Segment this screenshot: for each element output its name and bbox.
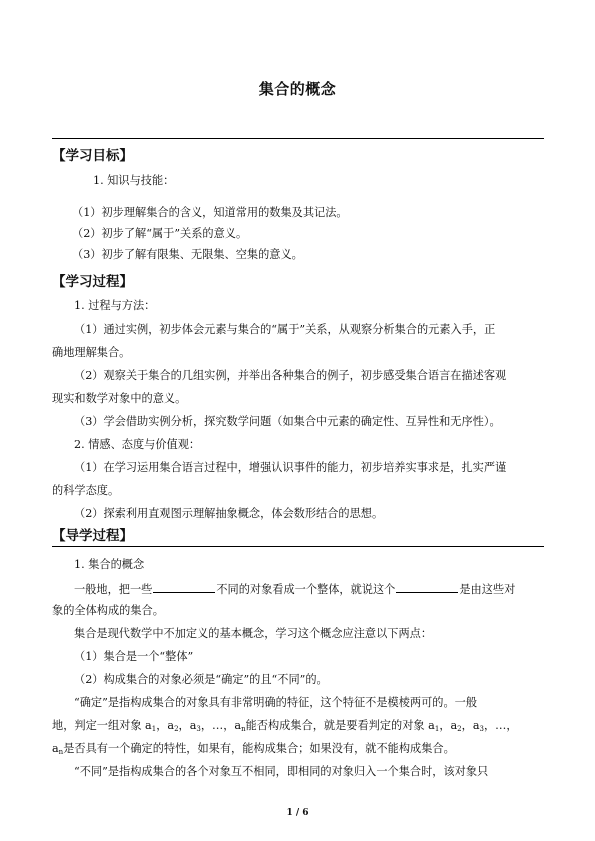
process-paragraph: 确地理解集合。 [52, 346, 131, 359]
process-paragraph: 的科学态度。 [52, 484, 120, 497]
page-number: 1 / 6 [286, 808, 309, 818]
process-paragraph: （3）学会借助实例分析，探究数学问题（如集合中元素的确定性、互异性和无序性）。 [74, 415, 501, 428]
goal-item: （1）初步理解集合的含义，知道常用的数集及其记法。 [72, 206, 348, 219]
section-heading-goals: 【学习目标】 [52, 148, 133, 164]
guide-paragraph: “不同”是指构成集合的各个对象互不相同，即相同的对象归入一个集合时，该对象只 [74, 765, 489, 778]
process-paragraph: （1）在学习运用集合语言过程中，增强认识事件的能力，初步培养实事求是，扎实严谨 [74, 461, 507, 474]
guide-heading: 1. 集合的概念 [74, 558, 145, 571]
guide-paragraph: （2）构成集合的对象必须是“确定”的且“不同”的。 [74, 673, 328, 686]
guide-paragraph: “确定”是指构成集合的对象具有非常明确的特征，这个特征不是模棱两可的。一般 [74, 696, 478, 709]
guide-paragraph-fill-blank: 一般地，把一些 不同的对象看成一个整体，就说这个 是由这些对 [74, 580, 515, 598]
goals-heading: 1. 知识与技能： [93, 174, 175, 187]
guide-paragraph: （1）集合是一个“整体” [74, 650, 194, 663]
guide-paragraph: $a_n$是否具有一个确定的特性，如果有，能构成集合；如果没有，就不能构成集合。 [52, 742, 455, 756]
fill-blank [153, 580, 215, 593]
fill-blank [396, 580, 458, 593]
guide-paragraph: 集合是现代数学中不加定义的基本概念，学习这个概念应注意以下两点： [74, 627, 433, 640]
process-paragraph: （2）探索利用直观图示理解抽象概念，体会数形结合的思想。 [74, 507, 384, 520]
divider [52, 138, 544, 139]
process-paragraph: （1）通过实例，初步体会元素与集合的“属于”关系，从观察分析集合的元素入手，正 [74, 323, 496, 336]
goal-item: （3）初步了解有限集、无限集、空集的意义。 [72, 248, 303, 261]
section-heading-guide: 【导学过程】 [52, 528, 133, 544]
guide-paragraph: 象的全体构成的集合。 [52, 604, 164, 617]
process-paragraph: 现实和数学对象中的意义。 [52, 392, 187, 405]
page-title: 集合的概念 [258, 80, 337, 98]
section-heading-process: 【学习过程】 [52, 274, 133, 290]
goal-item: （2）初步了解“属于”关系的意义。 [72, 227, 248, 240]
divider [52, 546, 544, 547]
guide-paragraph-sequence: 地，判定一组对象 $a_1$，$a_2$，$a_3$，…，$a_n$能否构成集合，就是要看判定的对象 $a_1$，$a_2$，$a_3$，…， [52, 719, 518, 733]
process-paragraph: （2）观察关于集合的几组实例，并举出各种集合的例子，初步感受集合语言在描述客观 [74, 369, 507, 382]
process-heading-1: 1. 过程与方法： [74, 299, 156, 312]
process-heading-2: 2. 情感、态度与价值观： [74, 438, 201, 451]
